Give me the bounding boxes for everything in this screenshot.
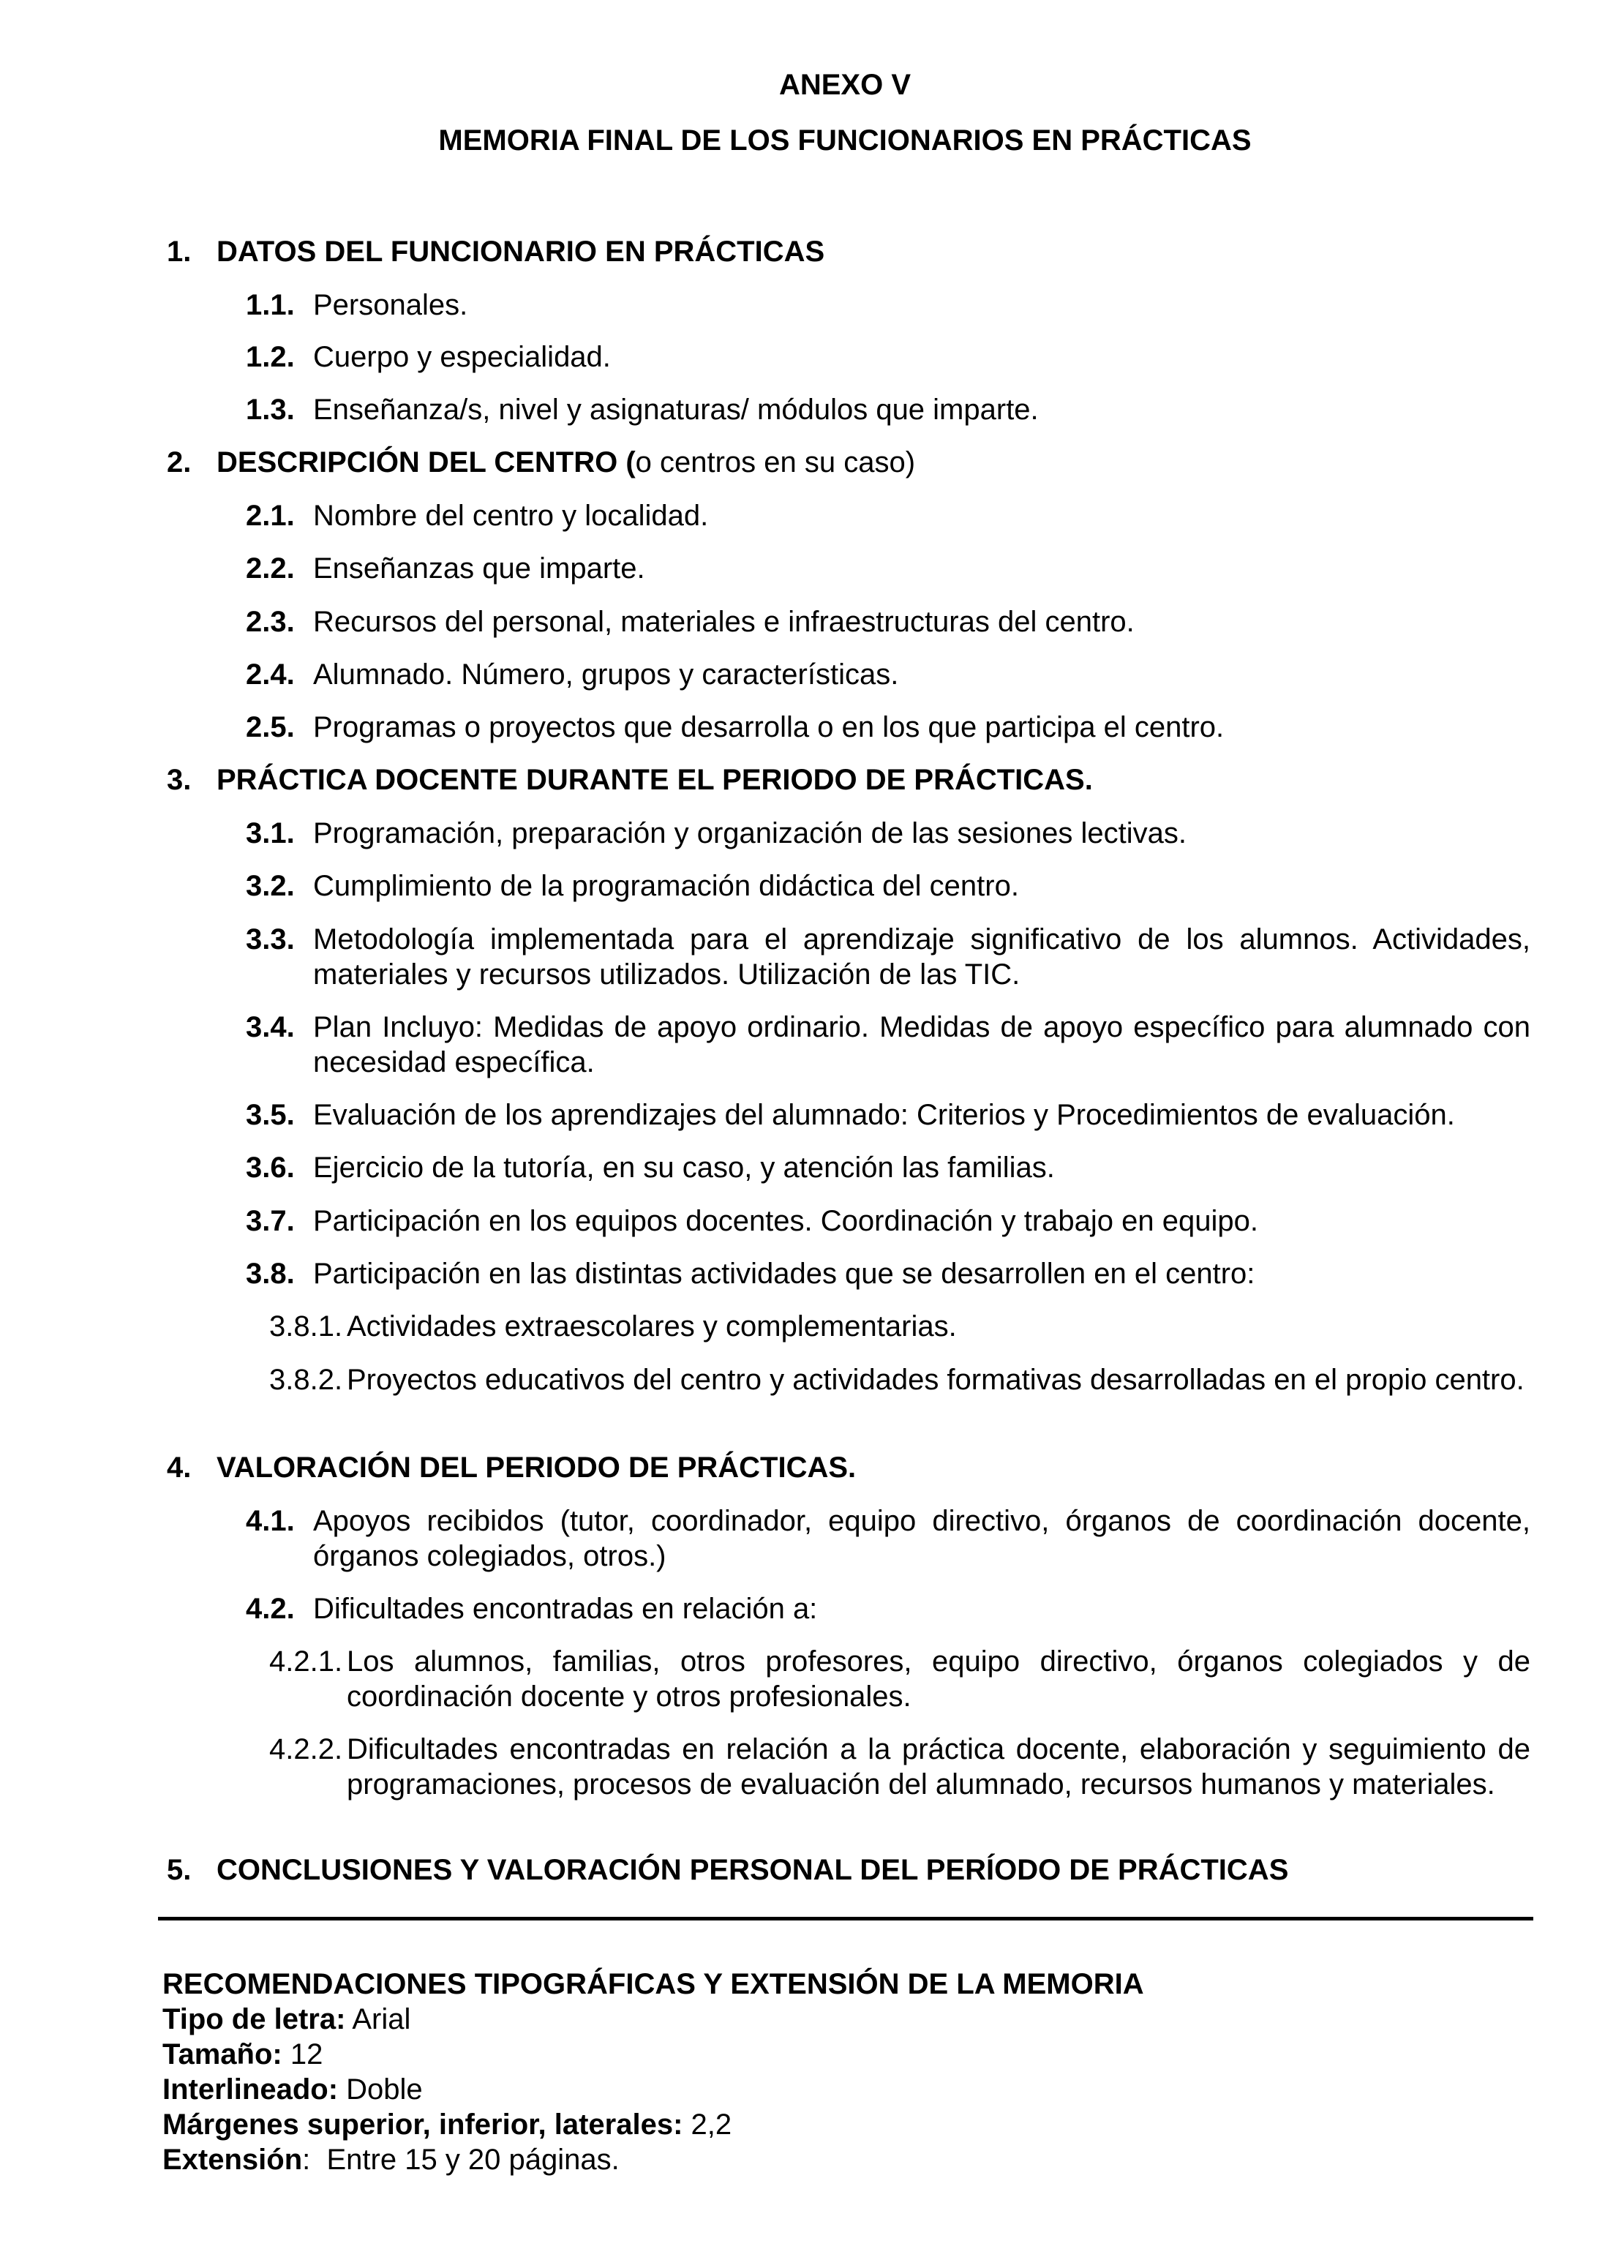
item-number: 4.1. xyxy=(246,1505,295,1537)
item-text: Personales. xyxy=(313,289,468,321)
section-title-suffix: o centros en su caso) xyxy=(635,446,916,478)
list-item-4-2 xyxy=(246,1591,1530,1626)
subitem-number: 3.8.2. xyxy=(269,1364,343,1396)
list-item-2-3 xyxy=(246,604,1530,639)
item-number: 3.1. xyxy=(246,817,295,849)
rec-label: Márgenes superior, inferior, laterales: xyxy=(162,2109,683,2141)
item-number: 3.4. xyxy=(246,1011,295,1043)
item-number: 1.3. xyxy=(246,394,295,426)
list-item-3-8 xyxy=(246,1256,1530,1291)
subitem-text: Proyectos educativos del centro y actividades formativas desarrolladas en el propio centro. xyxy=(347,1364,1525,1396)
item-number: 2.4. xyxy=(246,658,295,691)
item-number: 3.8. xyxy=(246,1258,295,1290)
section-number: 4. xyxy=(167,1452,192,1484)
rec-label: Extensión xyxy=(162,2144,303,2176)
section-3-heading xyxy=(167,762,1093,797)
item-number: 3.3. xyxy=(246,923,295,955)
annex-title: ANEXO V xyxy=(778,69,911,101)
list-item-1-2 xyxy=(246,339,1530,375)
section-1-heading xyxy=(167,234,824,269)
subitem-number: 4.2.2. xyxy=(269,1733,343,1765)
list-item-2-1 xyxy=(246,498,1530,533)
rec-value: 2,2 xyxy=(683,2109,732,2141)
section-number: 1. xyxy=(167,236,192,268)
list-subitem-3-8-1 xyxy=(269,1309,1530,1344)
recommendation-margins xyxy=(162,2107,732,2142)
item-text: Cumplimiento de la programación didáctica del centro. xyxy=(313,870,1019,902)
subitem-number: 4.2.1. xyxy=(269,1645,343,1678)
item-number: 4.2. xyxy=(246,1593,295,1625)
rec-value: 12 xyxy=(282,2038,323,2070)
item-text: Enseñanzas que imparte. xyxy=(313,552,645,585)
item-number: 2.2. xyxy=(246,552,295,585)
list-item-1-1 xyxy=(246,288,1530,323)
rec-value: Arial xyxy=(345,2003,411,2035)
subitem-text: Actividades extraescolares y complementarias. xyxy=(347,1310,957,1343)
recommendation-length xyxy=(162,2142,620,2177)
item-text: Apoyos recibidos (tutor, coordinador, equipo directivo, órganos de coordinación docente, órganos colegiados, otros.) xyxy=(313,1505,1530,1572)
item-number: 2.5. xyxy=(246,711,295,743)
rec-label: Tamaño: xyxy=(162,2038,282,2070)
section-title: CONCLUSIONES Y VALORACIÓN PERSONAL DEL PERÍODO DE PRÁCTICAS xyxy=(217,1854,1289,1886)
subitem-number: 3.8.1. xyxy=(269,1310,343,1343)
divider xyxy=(158,1917,1533,1920)
recommendation-size xyxy=(162,2037,323,2072)
section-title: DESCRIPCIÓN DEL CENTRO ( xyxy=(217,446,636,478)
page-title: MEMORIA FINAL DE LOS FUNCIONARIOS EN PRÁCTICAS xyxy=(438,124,1252,157)
item-number: 1.1. xyxy=(246,289,295,321)
rec-label: Interlineado: xyxy=(162,2073,339,2106)
subitem-text: Los alumnos, familias, otros profesores, equipo directivo, órganos colegiados y de coordinación docente y otros profesionales. xyxy=(347,1645,1530,1713)
section-number: 3. xyxy=(167,764,192,796)
list-item-2-2 xyxy=(246,551,1530,586)
list-item-2-4 xyxy=(246,657,1530,692)
list-item-3-3 xyxy=(246,922,1530,992)
item-text: Nombre del centro y localidad. xyxy=(313,500,709,532)
list-item-3-7 xyxy=(246,1204,1530,1239)
item-number: 1.2. xyxy=(246,341,295,373)
item-text: Alumnado. Número, grupos y características. xyxy=(313,658,899,691)
section-title: VALORACIÓN DEL PERIODO DE PRÁCTICAS. xyxy=(217,1452,857,1484)
rec-value: Doble xyxy=(338,2073,423,2106)
list-subitem-3-8-2 xyxy=(269,1362,1530,1397)
item-text: Programas o proyectos que desarrolla o en los que participa el centro. xyxy=(313,711,1225,743)
list-subitem-4-2-2 xyxy=(269,1732,1530,1802)
section-title: DATOS DEL FUNCIONARIO EN PRÁCTICAS xyxy=(217,236,825,268)
item-number: 2.3. xyxy=(246,606,295,638)
item-text: Cuerpo y especialidad. xyxy=(313,341,611,373)
subitem-text: Dificultades encontradas en relación a la práctica docente, elaboración y seguimiento de programaciones, procesos de evaluación del alumnado, recursos humanos y materiales. xyxy=(347,1733,1530,1800)
section-2-heading xyxy=(167,445,915,480)
section-5-heading xyxy=(167,1852,1288,1888)
item-text: Plan Incluyo: Medidas de apoyo ordinario. Medidas de apoyo específico para alumnado con necesidad específica. xyxy=(313,1011,1530,1078)
list-item-4-1 xyxy=(246,1503,1530,1574)
item-number: 2.1. xyxy=(246,500,295,532)
recommendation-line-spacing xyxy=(162,2072,423,2107)
list-item-3-2 xyxy=(246,868,1530,904)
list-item-3-1 xyxy=(246,816,1530,851)
item-text: Enseñanza/s, nivel y asignaturas/ módulos que imparte. xyxy=(313,394,1039,426)
item-text: Dificultades encontradas en relación a: xyxy=(313,1593,818,1625)
list-item-3-6 xyxy=(246,1150,1530,1185)
item-text: Participación en los equipos docentes. Coordinación y trabajo en equipo. xyxy=(313,1205,1258,1237)
recommendation-font xyxy=(162,2002,410,2037)
item-number: 3.5. xyxy=(246,1099,295,1131)
section-number: 2. xyxy=(167,446,192,478)
rec-value: : Entre 15 y 20 páginas. xyxy=(302,2144,620,2176)
recommendations-heading: RECOMENDACIONES TIPOGRÁFICAS Y EXTENSIÓN DE LA MEMORIA xyxy=(162,1968,1144,2000)
list-item-3-4 xyxy=(246,1010,1530,1080)
item-text: Participación en las distintas actividades que se desarrollen en el centro: xyxy=(313,1258,1255,1290)
item-number: 3.2. xyxy=(246,870,295,902)
section-number: 5. xyxy=(167,1854,192,1886)
item-text: Recursos del personal, materiales e infraestructuras del centro. xyxy=(313,606,1135,638)
list-subitem-4-2-1 xyxy=(269,1644,1530,1714)
rec-label: Tipo de letra: xyxy=(162,2003,346,2035)
item-text: Ejercicio de la tutoría, en su caso, y atención las familias. xyxy=(313,1152,1055,1184)
item-number: 3.7. xyxy=(246,1205,295,1237)
list-item-2-5 xyxy=(246,710,1530,745)
list-item-1-3 xyxy=(246,392,1530,427)
list-item-3-5 xyxy=(246,1097,1530,1133)
section-4-heading xyxy=(167,1450,856,1485)
item-text: Metodología implementada para el aprendizaje significativo de los alumnos. Actividades, materiales y recursos utilizados. Utilización de las TIC. xyxy=(313,923,1530,991)
section-title: PRÁCTICA DOCENTE DURANTE EL PERIODO DE PRÁCTICAS. xyxy=(217,764,1093,796)
item-text: Evaluación de los aprendizajes del alumnado: Criterios y Procedimientos de evaluación. xyxy=(313,1099,1455,1131)
item-number: 3.6. xyxy=(246,1152,295,1184)
item-text: Programación, preparación y organización de las sesiones lectivas. xyxy=(313,817,1187,849)
